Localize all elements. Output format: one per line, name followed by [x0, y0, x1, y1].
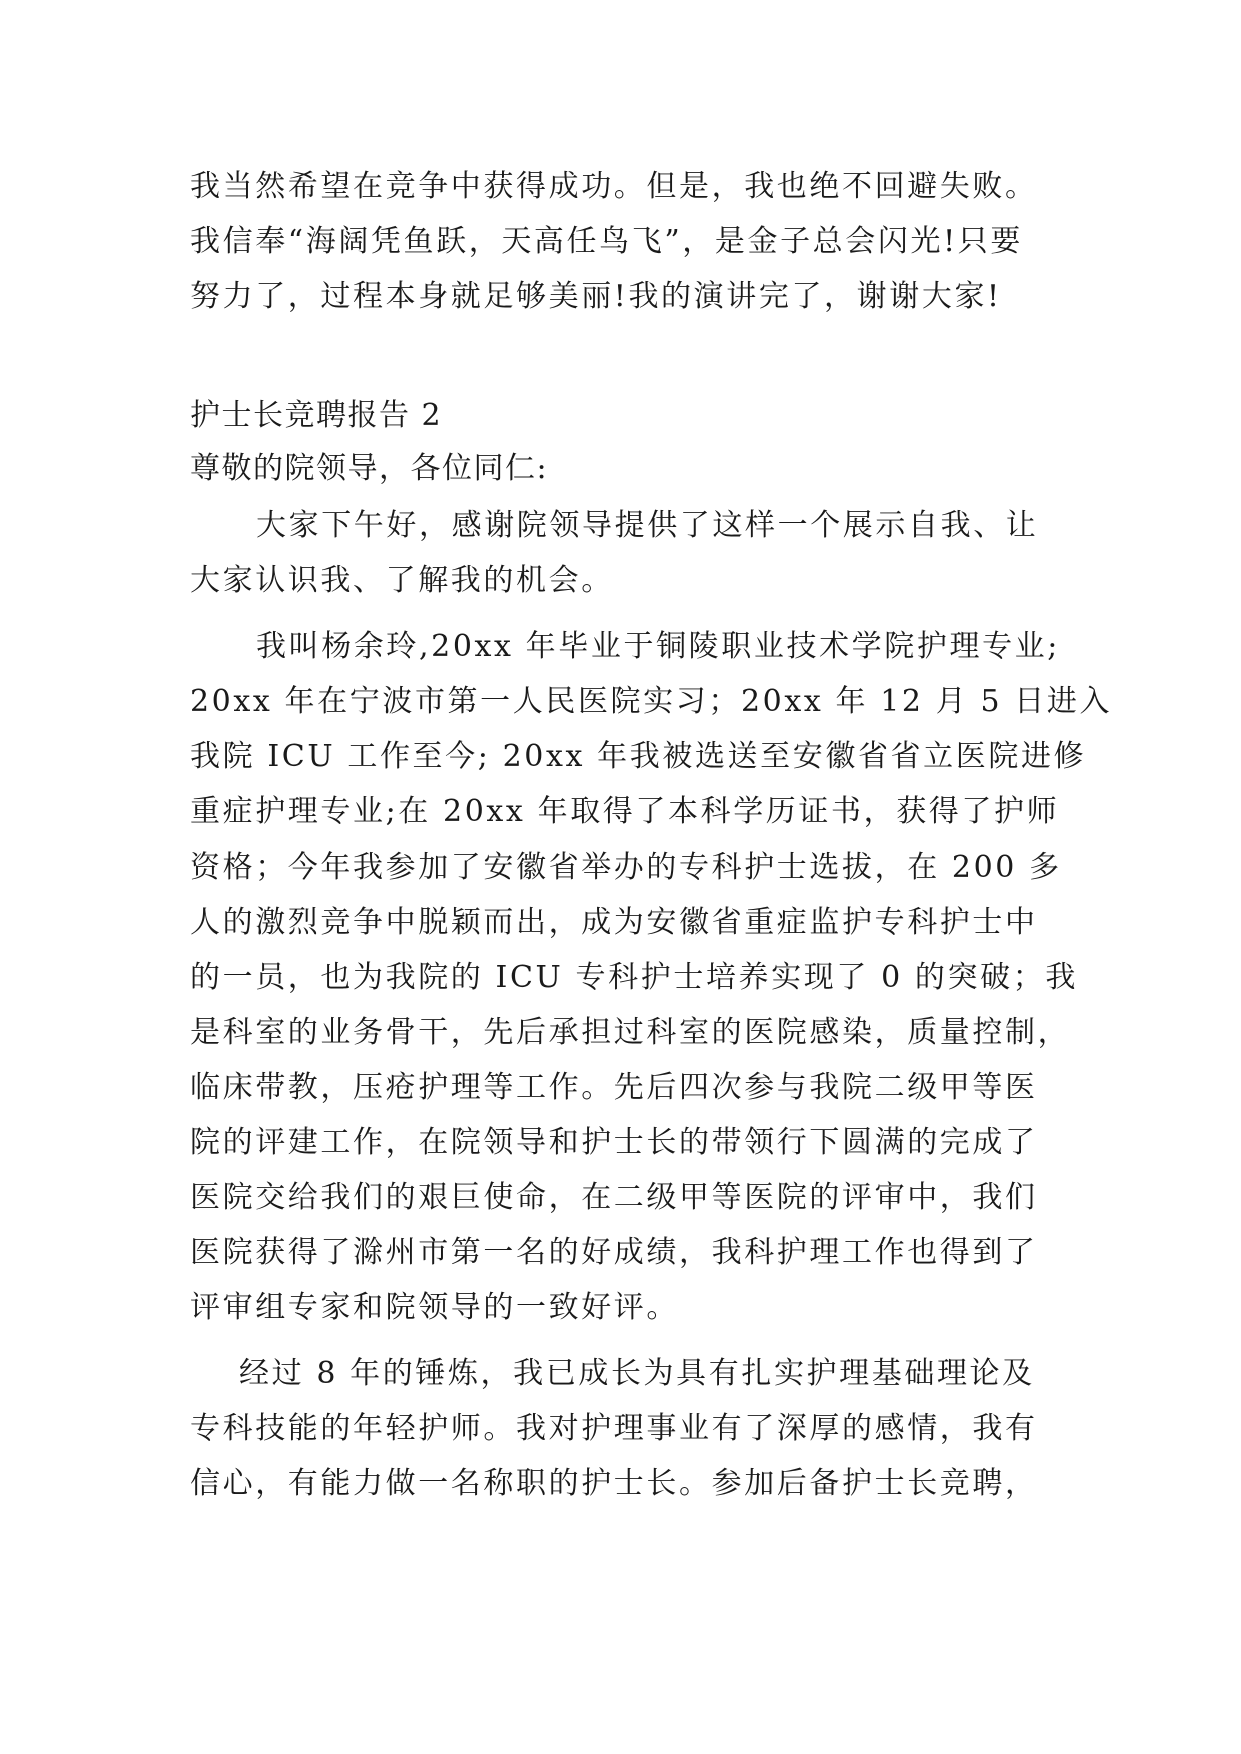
section-title: 护士长竞聘报告 2 [190, 398, 443, 433]
text-line: 评审组专家和院领导的一致好评。 [190, 1290, 679, 1325]
text-line: 院的评建工作，在院领导和护士长的带领行下圆满的完成了 [190, 1125, 1038, 1160]
text-line: 医院交给我们的艰巨使命，在二级甲等医院的评审中，我们 [190, 1180, 1038, 1215]
text-line: 资格；今年我参加了安徽省举办的专科护士选拔，在 200 多 [190, 850, 1062, 885]
text-line: 信心，有能力做一名称职的护士长。参加后备护士长竞聘， [190, 1466, 1038, 1501]
text-line: 我叫杨余玲,20xx 年毕业于铜陵职业技术学院护理专业; [256, 629, 1060, 664]
text-line: 大家下午好，感谢院领导提供了这样一个展示自我、让 [256, 508, 1039, 543]
text-line: 重症护理专业;在 20xx 年取得了本科学历证书，获得了护师 [190, 794, 1060, 829]
salutation: 尊敬的院领导，各位同仁: [190, 451, 549, 486]
text-line: 临床带教，压疮护理等工作。先后四次参与我院二级甲等医 [190, 1070, 1038, 1105]
text-line: 的一员，也为我院的 ICU 专科护士培养实现了 0 的突破；我 [190, 960, 1078, 995]
text-line: 是科室的业务骨干，先后承担过科室的医院感染，质量控制， [190, 1015, 1071, 1050]
text-line: 我院 ICU 工作至今; 20xx 年我被选送至安徽省省立医院进修 [190, 739, 1087, 774]
text-line: 人的激烈竞争中脱颖而出，成为安徽省重症监护专科护士中 [190, 905, 1038, 940]
text-line: 20xx 年在宁波市第一人民医院实习；20xx 年 12 月 5 日进入 [190, 684, 1113, 719]
text-line: 经过 8 年的锤炼，我已成长为具有扎实护理基础理论及 [239, 1356, 1035, 1391]
text-line: 努力了，过程本身就足够美丽!我的演讲完了，谢谢大家! [190, 279, 1002, 314]
text-line: 我当然希望在竞争中获得成功。但是，我也绝不回避失败。 [190, 169, 1038, 204]
text-line: 大家认识我、了解我的机会。 [190, 563, 614, 598]
text-line: 专科技能的年轻护师。我对护理事业有了深厚的感情，我有 [190, 1411, 1038, 1446]
text-line: 医院获得了滁州市第一名的好成绩，我科护理工作也得到了 [190, 1235, 1038, 1270]
text-line: 我信奉“海阔凭鱼跃，天高任鸟飞”，是金子总会闪光!只要 [190, 224, 1023, 259]
